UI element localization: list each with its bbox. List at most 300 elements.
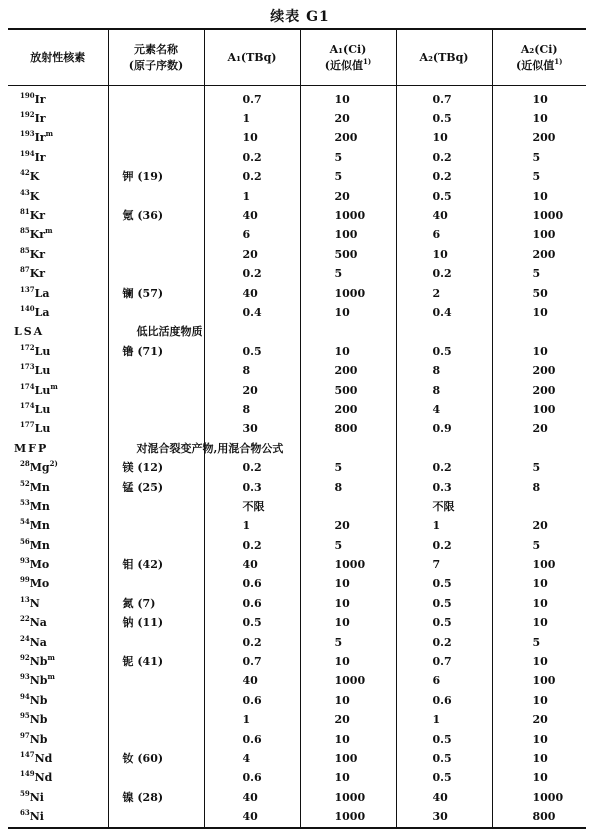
a2-tbq-cell: 0.5 <box>396 109 492 128</box>
table-row <box>8 265 586 284</box>
a2-tbq-cell: 0.6 <box>396 691 492 710</box>
element-name-cell: 氪 (36) <box>108 206 204 225</box>
a1-ci-cell: 200 <box>300 129 396 148</box>
nuclide-cell <box>8 187 108 206</box>
a2-ci-cell: 100 <box>492 400 586 419</box>
mass-number: 174 <box>20 381 35 391</box>
element-name-cell <box>108 245 204 264</box>
table-row <box>8 187 586 206</box>
element-symbol: K <box>29 170 40 184</box>
mass-number: 85 <box>20 245 30 255</box>
a2-ci-cell: 10 <box>492 109 586 128</box>
a1-tbq-cell: 40 <box>204 206 300 225</box>
element-symbol: Kr <box>29 247 46 261</box>
a1-ci-cell: 10 <box>300 594 396 613</box>
nuclide-cell <box>8 517 108 536</box>
element-symbol: Lu <box>34 383 51 397</box>
mass-number: 173 <box>20 362 35 372</box>
header-nuclide <box>8 29 108 86</box>
a2-ci-cell: 10 <box>492 187 586 206</box>
mass-number: 177 <box>20 420 35 430</box>
nuclide-cell <box>8 206 108 225</box>
a2-ci-cell: 50 <box>492 284 586 303</box>
empty-cell <box>396 323 492 342</box>
mass-number: 28 <box>20 459 30 469</box>
element-name-cell: 钕 (60) <box>108 749 204 768</box>
a1-ci-cell: 8 <box>300 478 396 497</box>
a1-ci-cell: 10 <box>300 691 396 710</box>
a2-tbq-cell: 30 <box>396 807 492 827</box>
nuclide-cell <box>8 342 108 361</box>
mass-number: 42 <box>20 168 30 178</box>
element-symbol: Nb <box>29 674 48 688</box>
table-row <box>8 226 586 245</box>
a1-tbq-cell: 0.6 <box>204 769 300 788</box>
radionuclide-limits-table <box>8 28 586 829</box>
a2-ci-cell: 200 <box>492 129 586 148</box>
a2-tbq-cell: 0.7 <box>396 652 492 671</box>
nuclide-cell <box>8 381 108 400</box>
a2-tbq-cell: 8 <box>396 381 492 400</box>
table-row <box>8 148 586 167</box>
element-name-cell <box>108 86 204 110</box>
mass-number: 192 <box>20 110 35 120</box>
nuclide-cell <box>8 148 108 167</box>
header-a2-ci-footnote: 1) <box>554 56 563 66</box>
table-row <box>8 711 586 730</box>
a2-tbq-cell: 40 <box>396 788 492 807</box>
a2-tbq-cell: 0.5 <box>396 575 492 594</box>
a1-ci-cell: 10 <box>300 86 396 110</box>
element-name-cell <box>108 187 204 206</box>
nuclide-cell <box>8 769 108 788</box>
a2-tbq-cell: 0.5 <box>396 730 492 749</box>
a2-ci-cell: 20 <box>492 711 586 730</box>
mass-number: 93 <box>20 672 30 682</box>
element-name-cell <box>108 226 204 245</box>
nuclide-cell <box>8 672 108 691</box>
element-name-cell <box>108 265 204 284</box>
element-name-cell <box>108 633 204 652</box>
element-name-cell <box>108 497 204 516</box>
a2-ci-cell: 10 <box>492 594 586 613</box>
header-element <box>108 29 204 86</box>
element-name-cell <box>108 420 204 439</box>
element-name-cell <box>108 148 204 167</box>
header-row <box>8 29 586 86</box>
a1-ci-cell <box>300 497 396 516</box>
a1-tbq-cell: 20 <box>204 381 300 400</box>
element-symbol: Ir <box>34 92 46 106</box>
isomer-marker: m <box>47 672 55 682</box>
element-symbol: Kr <box>29 267 46 281</box>
nuclide-cell <box>8 555 108 574</box>
table-row <box>8 672 586 691</box>
a2-tbq-cell: 0.5 <box>396 769 492 788</box>
header-a1-ci-approx: (近似值 <box>324 58 364 72</box>
mass-number: 190 <box>20 90 35 100</box>
a1-ci-cell: 5 <box>300 633 396 652</box>
a2-tbq-cell: 0.2 <box>396 536 492 555</box>
a2-ci-cell <box>492 497 586 516</box>
mass-number: 172 <box>20 342 35 352</box>
element-symbol: Mn <box>29 538 50 552</box>
mass-number: 99 <box>20 575 30 585</box>
a2-ci-cell: 10 <box>492 769 586 788</box>
section-note: 低比活度物质 <box>136 325 203 339</box>
element-symbol: Nb <box>29 732 48 746</box>
a2-ci-cell: 1000 <box>492 206 586 225</box>
nuclide-cell <box>8 536 108 555</box>
a2-ci-cell: 1000 <box>492 788 586 807</box>
nuclide-cell <box>8 129 108 148</box>
element-symbol: Nb <box>29 655 48 669</box>
a2-ci-cell: 10 <box>492 730 586 749</box>
element-symbol: Mn <box>29 480 50 494</box>
a1-tbq-cell: 20 <box>204 245 300 264</box>
a1-ci-cell: 10 <box>300 730 396 749</box>
mass-number: 85 <box>20 226 30 236</box>
a1-ci-cell: 20 <box>300 187 396 206</box>
nuclide-cell <box>8 458 108 477</box>
a1-ci-cell: 10 <box>300 614 396 633</box>
table-row <box>8 420 586 439</box>
element-symbol: Na <box>29 635 47 649</box>
a2-ci-cell: 200 <box>492 245 586 264</box>
element-name-cell <box>108 711 204 730</box>
a2-tbq-cell: 0.2 <box>396 265 492 284</box>
element-name-cell: 镧 (57) <box>108 284 204 303</box>
isomer-marker: m <box>45 129 53 139</box>
element-symbol: N <box>29 596 40 610</box>
a2-ci-cell: 5 <box>492 148 586 167</box>
empty-cell <box>492 323 586 342</box>
table-row <box>8 303 586 322</box>
header-a1-ci <box>300 29 396 86</box>
element-symbol: Nd <box>34 771 53 785</box>
a2-ci-cell: 10 <box>492 303 586 322</box>
a1-tbq-cell: 0.6 <box>204 594 300 613</box>
a1-tbq-cell: 0.2 <box>204 458 300 477</box>
a2-tbq-cell: 7 <box>396 555 492 574</box>
element-name-cell <box>108 769 204 788</box>
element-symbol: Mn <box>29 519 50 533</box>
a2-tbq-cell: 0.2 <box>396 458 492 477</box>
a1-tbq-cell: 10 <box>204 129 300 148</box>
element-symbol: Mo <box>29 577 50 591</box>
element-symbol: Ni <box>29 810 44 824</box>
table-row <box>8 749 586 768</box>
table-row <box>8 691 586 710</box>
nuclide-cell <box>8 400 108 419</box>
table-row <box>8 168 586 187</box>
a1-ci-cell: 1000 <box>300 284 396 303</box>
mass-number: 52 <box>20 478 30 488</box>
a1-tbq-cell: 4 <box>204 749 300 768</box>
empty-cell <box>492 439 586 458</box>
a1-tbq-cell: 1 <box>204 187 300 206</box>
a2-tbq-cell: 0.2 <box>396 148 492 167</box>
header-a1-ci-footnote: 1) <box>363 56 372 66</box>
a1-ci-cell: 20 <box>300 711 396 730</box>
a1-tbq-cell: 8 <box>204 361 300 380</box>
a1-tbq-cell: 6 <box>204 226 300 245</box>
mass-number: 97 <box>20 730 30 740</box>
a1-ci-cell: 500 <box>300 381 396 400</box>
element-symbol: Ir <box>34 131 46 145</box>
header-a2-ci-approx: (近似值 <box>516 58 555 72</box>
element-name-cell: 钠 (11) <box>108 614 204 633</box>
a2-tbq-cell: 40 <box>396 206 492 225</box>
a2-tbq-cell: 0.5 <box>396 187 492 206</box>
a2-tbq-cell: 0.3 <box>396 478 492 497</box>
header-a2-tbq-label: A₂(TBq) <box>419 50 469 64</box>
element-name-cell: 铌 (41) <box>108 652 204 671</box>
mass-number: 24 <box>20 633 30 643</box>
a1-ci-cell: 1000 <box>300 206 396 225</box>
empty-cell <box>300 439 396 458</box>
element-symbol: Lu <box>34 422 51 436</box>
section-note-cell <box>108 323 204 342</box>
a1-ci-cell: 100 <box>300 749 396 768</box>
element-name-cell <box>108 129 204 148</box>
a1-tbq-cell: 40 <box>204 807 300 827</box>
element-name-cell: 镍 (28) <box>108 788 204 807</box>
a1-tbq-cell: 0.6 <box>204 691 300 710</box>
mass-number: 92 <box>20 653 30 663</box>
table-row <box>8 555 586 574</box>
a1-tbq-cell: 1 <box>204 711 300 730</box>
a1-ci-cell: 1000 <box>300 555 396 574</box>
a1-ci-cell: 1000 <box>300 788 396 807</box>
a2-tbq-cell: 0.5 <box>396 594 492 613</box>
a2-tbq-cell: 0.5 <box>396 342 492 361</box>
a1-tbq-cell: 1 <box>204 109 300 128</box>
a1-tbq-cell: 40 <box>204 672 300 691</box>
nuclide-cell <box>8 109 108 128</box>
a1-tbq-cell: 0.2 <box>204 148 300 167</box>
mass-number: 193 <box>20 129 35 139</box>
nuclide-cell <box>8 245 108 264</box>
empty-cell <box>204 323 300 342</box>
a1-tbq-cell: 40 <box>204 284 300 303</box>
a1-tbq-cell: 0.7 <box>204 652 300 671</box>
table-row <box>8 788 586 807</box>
header-a1-ci-line1: A₁(Ci) <box>329 42 367 56</box>
mass-number: 13 <box>20 594 30 604</box>
a1-ci-cell: 200 <box>300 400 396 419</box>
nuclide-cell <box>8 691 108 710</box>
a2-ci-cell: 10 <box>492 614 586 633</box>
a1-ci-cell: 10 <box>300 342 396 361</box>
a2-ci-cell: 100 <box>492 226 586 245</box>
a1-ci-cell: 500 <box>300 245 396 264</box>
a2-ci-cell: 5 <box>492 536 586 555</box>
table-row <box>8 614 586 633</box>
header-a1-ci-line2 <box>303 58 394 74</box>
mass-number: 81 <box>20 207 30 217</box>
element-symbol: Nb <box>29 693 48 707</box>
nuclide-cell <box>8 788 108 807</box>
a2-ci-cell: 10 <box>492 342 586 361</box>
mass-number: 137 <box>20 284 35 294</box>
mass-number: 63 <box>20 808 30 818</box>
section-note-cell <box>108 439 284 458</box>
nuclide-cell <box>8 652 108 671</box>
element-symbol: K <box>29 189 40 203</box>
a1-tbq-cell: 0.5 <box>204 614 300 633</box>
table-row <box>8 594 586 613</box>
a1-tbq-cell: 40 <box>204 788 300 807</box>
table-row <box>8 478 586 497</box>
a2-tbq-cell: 0.5 <box>396 749 492 768</box>
a2-ci-cell: 200 <box>492 381 586 400</box>
a1-tbq-cell: 0.6 <box>204 575 300 594</box>
mass-number: 87 <box>20 265 30 275</box>
nuclide-cell <box>8 284 108 303</box>
mass-number: 93 <box>20 556 30 566</box>
header-a2-ci-line1: A₂(Ci) <box>520 42 558 56</box>
nuclide-cell <box>8 86 108 110</box>
element-name-cell: 氮 (7) <box>108 594 204 613</box>
header-a1-tbq <box>204 29 300 86</box>
a2-ci-cell: 10 <box>492 652 586 671</box>
a1-ci-cell: 10 <box>300 652 396 671</box>
table-row <box>8 652 586 671</box>
a2-tbq-cell: 2 <box>396 284 492 303</box>
a1-tbq-cell: 0.2 <box>204 536 300 555</box>
nuclide-cell <box>8 265 108 284</box>
a1-ci-cell: 20 <box>300 517 396 536</box>
a1-tbq-cell: 0.3 <box>204 478 300 497</box>
element-name-cell: 钾 (19) <box>108 168 204 187</box>
mass-number: 147 <box>20 749 35 759</box>
a1-ci-cell: 5 <box>300 148 396 167</box>
nuclide-cell <box>8 361 108 380</box>
element-name-cell <box>108 303 204 322</box>
mass-number: 54 <box>20 517 30 527</box>
nuclide-cell <box>8 594 108 613</box>
nuclide-cell <box>8 730 108 749</box>
nuclide-cell <box>8 420 108 439</box>
table-row <box>8 536 586 555</box>
a2-tbq-cell: 0.9 <box>396 420 492 439</box>
element-symbol: Nd <box>34 751 53 765</box>
a2-ci-cell: 100 <box>492 672 586 691</box>
element-symbol: Na <box>29 616 47 630</box>
a2-tbq-cell: 0.4 <box>396 303 492 322</box>
a1-tbq-cell: 8 <box>204 400 300 419</box>
a1-ci-cell: 100 <box>300 226 396 245</box>
nuclide-cell <box>8 711 108 730</box>
element-name-cell <box>108 361 204 380</box>
section-note: 对混合裂变产物,用混合物公式 <box>136 441 284 455</box>
element-symbol: Lu <box>34 344 51 358</box>
element-name-cell <box>108 730 204 749</box>
table-row <box>8 517 586 536</box>
isomer-marker: 2) <box>49 459 58 469</box>
section-label: MFP <box>14 441 49 455</box>
a2-ci-cell: 10 <box>492 86 586 110</box>
a2-tbq-cell: 6 <box>396 226 492 245</box>
a2-tbq-cell: 1 <box>396 711 492 730</box>
empty-cell <box>300 323 396 342</box>
a2-tbq-cell: 6 <box>396 672 492 691</box>
header-element-line1: 元素名称 <box>134 42 178 56</box>
table-row <box>8 633 586 652</box>
a2-ci-cell: 5 <box>492 458 586 477</box>
mass-number: 22 <box>20 614 30 624</box>
nuclide-cell <box>8 633 108 652</box>
a2-ci-cell: 10 <box>492 749 586 768</box>
table-row <box>8 807 586 827</box>
header-element-line2: (原子序数) <box>128 58 184 72</box>
element-symbol: Ir <box>34 112 46 126</box>
mass-number: 94 <box>20 691 30 701</box>
table-row <box>8 458 586 477</box>
nuclide-cell <box>8 226 108 245</box>
a1-tbq-cell: 40 <box>204 555 300 574</box>
element-name-cell <box>108 575 204 594</box>
header-a2-ci-line2 <box>495 58 585 74</box>
section-row <box>8 323 586 342</box>
element-symbol: Mg <box>29 461 50 475</box>
a2-tbq-cell: 10 <box>396 245 492 264</box>
header-a1-tbq-label: A₁(TBq) <box>227 50 277 64</box>
element-symbol: La <box>34 305 50 319</box>
a1-ci-cell: 5 <box>300 265 396 284</box>
element-name-cell <box>108 691 204 710</box>
header-a2-tbq <box>396 29 492 86</box>
mass-number: 59 <box>20 788 30 798</box>
table-caption: 续表 G1 <box>270 9 330 25</box>
a1-ci-cell: 5 <box>300 458 396 477</box>
element-name-cell: 钼 (42) <box>108 555 204 574</box>
mass-number: 95 <box>20 711 30 721</box>
mass-number: 140 <box>20 303 35 313</box>
a2-tbq-cell: 4 <box>396 400 492 419</box>
isomer-marker: m <box>47 653 55 663</box>
mass-number: 149 <box>20 769 35 779</box>
empty-cell <box>396 439 492 458</box>
isomer-marker: m <box>45 226 53 236</box>
mass-number: 53 <box>20 497 30 507</box>
a1-tbq-cell: 0.2 <box>204 265 300 284</box>
nuclide-cell <box>8 168 108 187</box>
a2-ci-cell: 20 <box>492 517 586 536</box>
mass-number: 56 <box>20 536 30 546</box>
element-symbol: Kr <box>29 209 46 223</box>
table-row <box>8 730 586 749</box>
nuclide-cell <box>8 614 108 633</box>
element-symbol: Nb <box>29 713 48 727</box>
element-name-cell: 镥 (71) <box>108 342 204 361</box>
nuclide-cell <box>8 807 108 827</box>
a2-ci-cell: 10 <box>492 575 586 594</box>
a2-ci-cell: 20 <box>492 420 586 439</box>
element-symbol: Mn <box>29 499 50 513</box>
table-row <box>8 245 586 264</box>
table-row <box>8 400 586 419</box>
a2-tbq-cell: 不限 <box>396 497 492 516</box>
a1-tbq-cell: 0.2 <box>204 633 300 652</box>
a2-ci-cell: 5 <box>492 633 586 652</box>
element-symbol: Kr <box>29 228 46 242</box>
a1-tbq-cell: 0.6 <box>204 730 300 749</box>
a2-ci-cell: 200 <box>492 361 586 380</box>
element-symbol: La <box>34 286 50 300</box>
a1-ci-cell: 200 <box>300 361 396 380</box>
